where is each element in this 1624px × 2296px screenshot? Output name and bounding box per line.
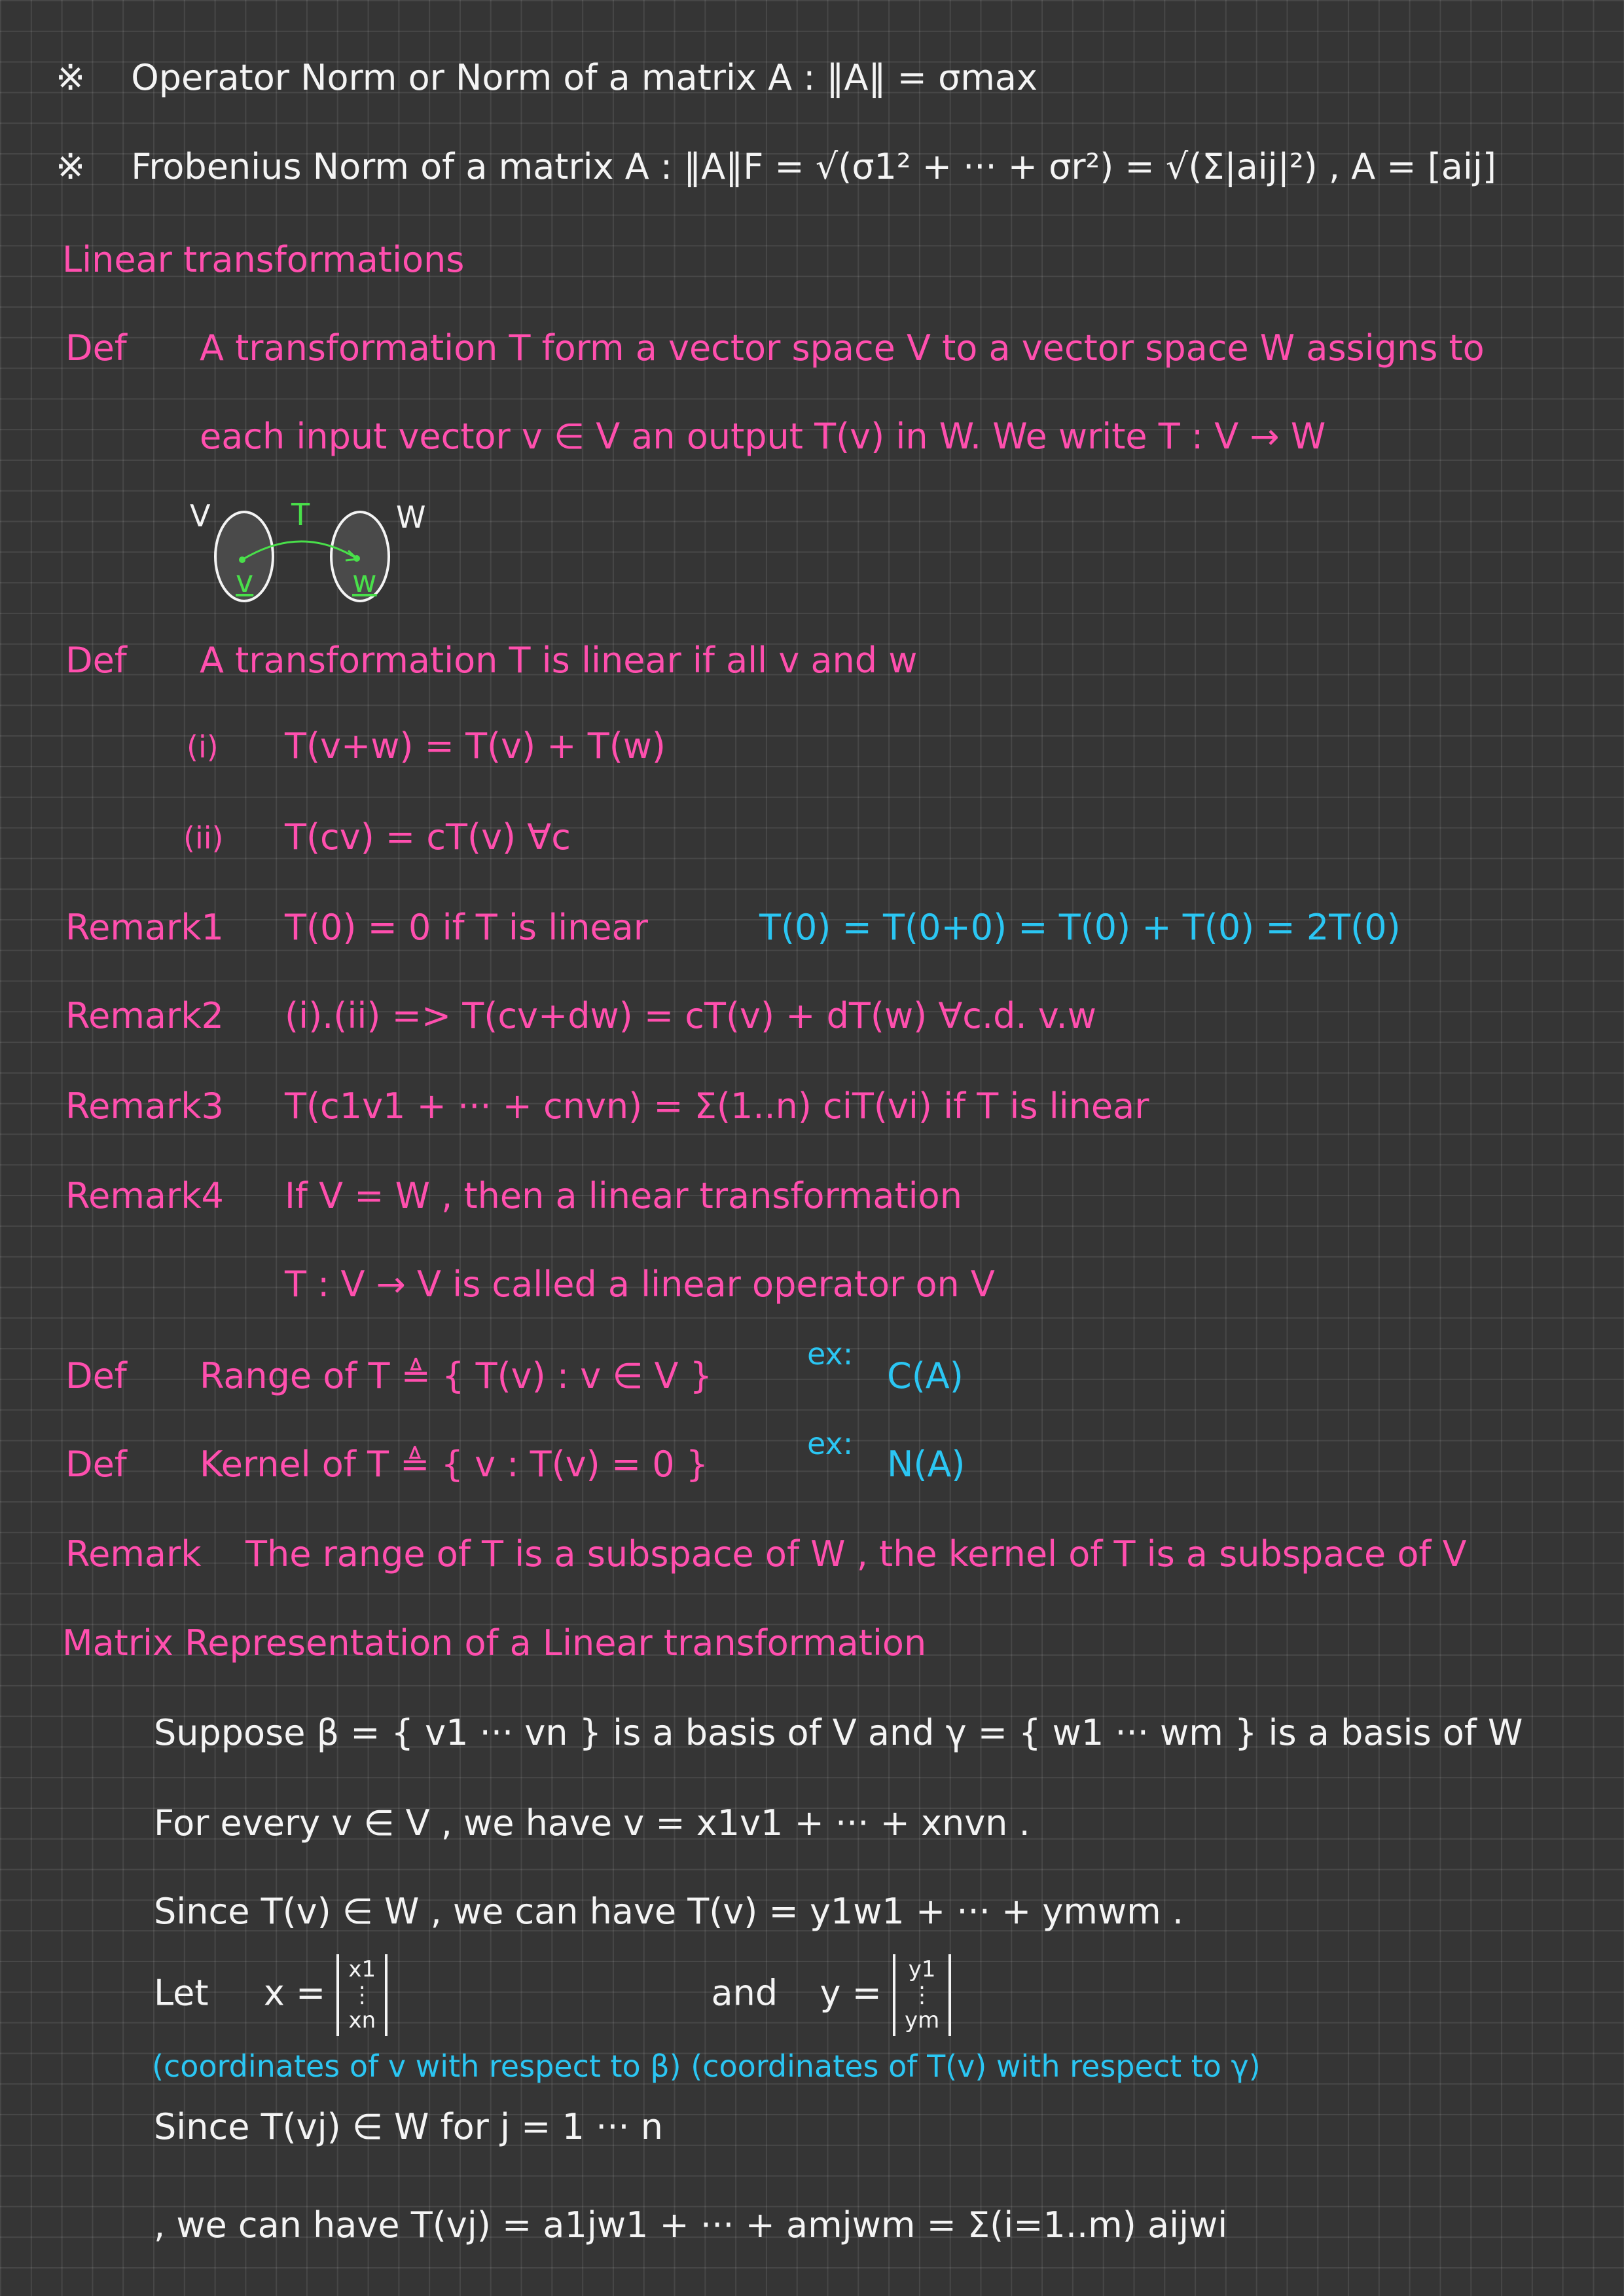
remark2-text: (i).(ii) => T(cv+dw) = cT(v) + dT(w) ∀c.d. v.w xyxy=(285,995,1096,1036)
remark3-text: T(c1v1 + ··· + cnvn) = Σ(1..n) ciT(vi) if T is linear xyxy=(285,1085,1149,1127)
suppose-basis-line: Suppose β = { v1 ··· vn } is a basis of V and γ = { w1 ··· wm } is a basis of W xyxy=(154,1712,1523,1753)
def-range-label: Def xyxy=(65,1355,127,1396)
frobenius-norm-line xyxy=(56,146,1496,187)
def-transformation-line1: A transformation T form a vector space V to a vector space W assigns to xyxy=(200,327,1485,369)
y-vector-lhs: y = xyxy=(820,1972,882,2014)
y-entry-last: ym xyxy=(905,2007,940,2034)
def-transformation-line2: each input vector v ∈ V an output T(v) in W. We write T : V → W xyxy=(200,416,1326,457)
condition-ii-text: T(cv) = cT(v) ∀c xyxy=(285,816,571,858)
remark-subspace-label: Remark xyxy=(65,1533,202,1575)
remark3-label: Remark3 xyxy=(65,1085,224,1127)
x-entry-dots: ⋮ xyxy=(351,1982,374,2009)
remark1-proof: T(0) = T(0+0) = T(0) + T(0) = 2T(0) xyxy=(759,907,1401,948)
diagram-label-v: V xyxy=(190,498,211,534)
y-entry-first: y1 xyxy=(908,1956,936,1982)
operator-norm-text: Operator Norm or Norm of a matrix A : ‖A‖ = σmax xyxy=(131,57,1038,98)
mapping-diagram xyxy=(183,494,432,609)
diagram-label-t: T xyxy=(291,497,310,532)
def-linear-text: A transformation T is linear if all v and w xyxy=(200,640,918,681)
range-example-label: ex: xyxy=(807,1336,854,1372)
y-coordinate-vector xyxy=(893,1954,951,2036)
kernel-example-label: ex: xyxy=(807,1426,854,1461)
remark1-label: Remark1 xyxy=(65,907,224,948)
domain-point xyxy=(239,556,245,563)
section-title-linear-transformations: Linear transformations xyxy=(62,239,465,280)
def-kernel-label: Def xyxy=(65,1444,127,1485)
remark4-label: Remark4 xyxy=(65,1175,224,1216)
frobenius-norm-text: Frobenius Norm of a matrix A : ‖A‖F = √(σ1² + ··· + σr²) = √(Σ|aij|²) , A = [aij] xyxy=(131,146,1496,187)
coordinates-note: (coordinates of v with respect to β) (coordinates of T(v) with respect to γ) xyxy=(152,2049,1261,2084)
kernel-example-value: N(A) xyxy=(887,1444,965,1485)
reference-mark-icon: ※ xyxy=(56,57,86,98)
condition-i-text: T(v+w) = T(v) + T(w) xyxy=(285,725,666,767)
and-label: and xyxy=(711,1972,778,2014)
since-tvj-line: Since T(vj) ∈ W for j = 1 ··· n xyxy=(154,2106,663,2147)
def-range-text: Range of T ≜ { T(v) : v ∈ V } xyxy=(200,1355,712,1396)
remark1-text: T(0) = 0 if T is linear xyxy=(285,907,648,948)
let-vectors-line xyxy=(154,1954,951,2036)
x-vector-lhs: x = xyxy=(263,1972,326,2014)
def-kernel-text: Kernel of T ≜ { v : T(v) = 0 } xyxy=(200,1444,709,1485)
diagram-label-w: W xyxy=(396,500,426,535)
range-example-value: C(A) xyxy=(887,1355,964,1396)
remark2-label: Remark2 xyxy=(65,995,224,1036)
x-entry-last: xn xyxy=(348,2007,376,2034)
operator-norm-line xyxy=(56,57,1038,98)
codomain-point xyxy=(353,555,360,562)
def-transformation-label: Def xyxy=(65,327,127,369)
y-entry-dots: ⋮ xyxy=(911,1982,933,2009)
diagram-vector-v: v xyxy=(236,564,254,599)
let-label: Let xyxy=(154,1972,209,2014)
def-linear-label: Def xyxy=(65,640,127,681)
for-every-line: For every v ∈ V , we have v = x1v1 + ··· + xnvn . xyxy=(154,1802,1030,1844)
reference-mark-icon: ※ xyxy=(56,146,86,187)
x-entry-first: x1 xyxy=(348,1956,376,1982)
diagram-vector-w: w xyxy=(352,564,377,599)
remark4-line1: If V = W , then a linear transformation xyxy=(285,1175,962,1216)
condition-i-label: (i) xyxy=(187,729,219,765)
remark4-line2: T : V → V is called a linear operator on V xyxy=(285,1264,995,1305)
we-can-have-line: , we can have T(vj) = a1jw1 + ··· + amjwm = Σ(i=1..m) aijwi xyxy=(154,2204,1228,2246)
remark-subspace-text: The range of T is a subspace of W , the kernel of T is a subspace of V xyxy=(245,1533,1467,1575)
since-tv-line: Since T(v) ∈ W , we can have T(v) = y1w1 + ··· + ymwm . xyxy=(154,1891,1184,1932)
condition-ii-label: (ii) xyxy=(183,820,224,856)
x-coordinate-vector xyxy=(336,1954,388,2036)
section-title-matrix-representation: Matrix Representation of a Linear transformation xyxy=(62,1622,927,1664)
